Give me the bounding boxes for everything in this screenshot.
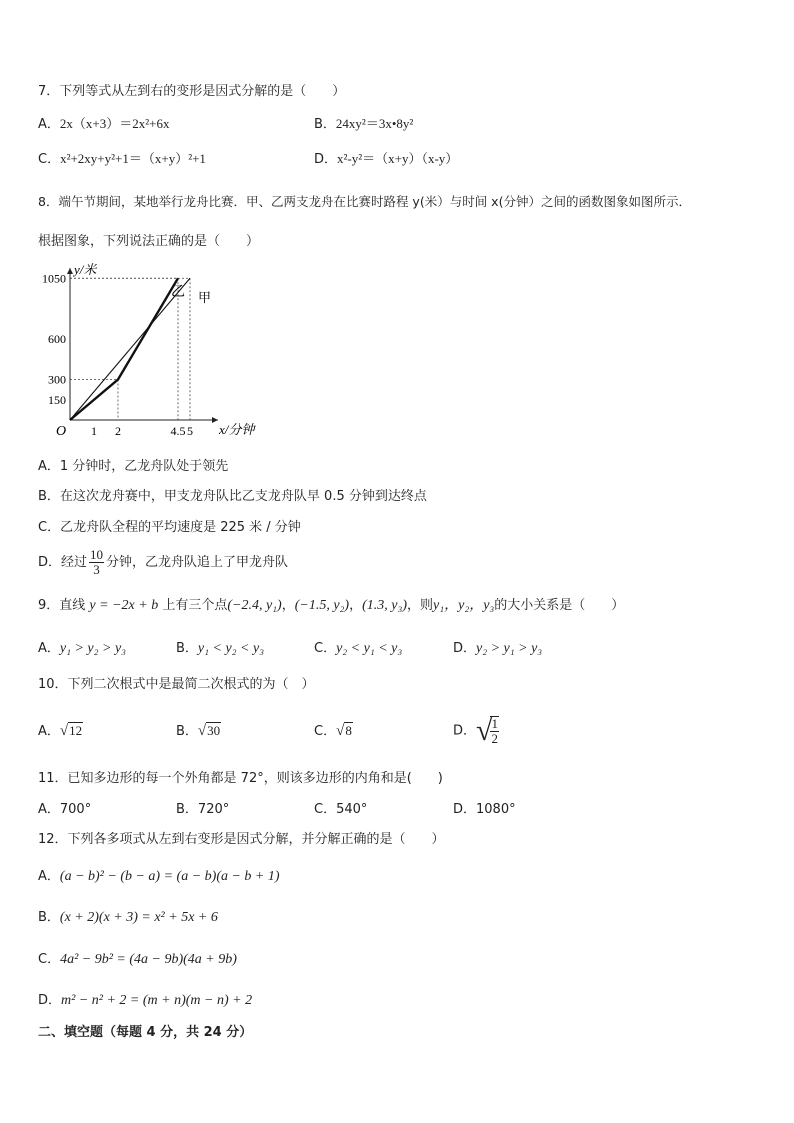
- sqrt-icon: √: [336, 723, 345, 739]
- q8-option-d-post: 分钟，乙龙舟队追上了甲龙舟队: [106, 555, 289, 570]
- fraction-numerator: 1: [491, 716, 498, 731]
- q10-option-a-label: A．: [38, 724, 60, 739]
- q11-option-a[interactable]: A．700°: [38, 802, 92, 817]
- q9-option-a[interactable]: [38, 640, 126, 658]
- q7-option-a-label: A．: [38, 117, 60, 132]
- q8-option-d-fraction: [89, 548, 104, 577]
- q12-option-a-expr: (a − b)² − (b − a) = (a − b)(a − b + 1): [59, 869, 280, 884]
- q9-option-c-expr: y₂ < y₁ < y₃: [336, 641, 403, 656]
- q9-option-b-label: B．: [176, 641, 198, 656]
- q9-pre: 9．直线: [38, 598, 86, 613]
- q9-option-a-label: A．: [38, 641, 60, 656]
- q7-option-c-expr: x²+2xy+y²+1＝（x+y）²+1: [60, 151, 206, 166]
- q10-option-c-label: C．: [314, 724, 337, 739]
- q8-option-b[interactable]: B．在这次龙舟赛中，甲支龙舟队比乙支龙舟队早 0.5 分钟到达终点: [38, 489, 427, 504]
- x-tick-label: 4.5: [170, 424, 186, 438]
- q10-option-c[interactable]: [314, 722, 353, 741]
- q12-stem: 12．下列各多项式从左到右变形是因式分解，并分解正确的是（ ）: [38, 832, 445, 847]
- x-tick-label: 5: [187, 424, 193, 438]
- q12-option-a[interactable]: [38, 868, 280, 886]
- x-axis-label: x/分钟: [219, 422, 255, 437]
- q7-option-a[interactable]: [38, 115, 169, 134]
- y-tick-label: 600: [48, 332, 66, 346]
- q10-option-a-radicand: 12: [69, 723, 83, 738]
- q7-option-c-label: C．: [38, 152, 61, 167]
- q8-graph: [30, 258, 270, 443]
- q9-post-b: 的大小关系是（ ）: [494, 598, 625, 613]
- q10-stem: 10．下列二次根式中是最简二次根式的为（ ）: [38, 677, 315, 692]
- q9-point-3: (1.3, y₃): [362, 598, 408, 613]
- q9-option-d-expr: y₂ > y₁ > y₃: [476, 641, 543, 656]
- q8-option-d[interactable]: [38, 548, 288, 577]
- q7-option-d-label: D．: [314, 152, 338, 167]
- q8-stem-line1: 8．端午节期间，某地举行龙舟比赛．甲、乙两支龙舟在比赛时路程 y(米）与时间 x(分钟）之间的函数图象如图所示．: [38, 194, 691, 209]
- y-tick-label: 300: [48, 372, 66, 387]
- q9-post-a: ，则: [407, 598, 434, 613]
- y-axis-label: y/米: [74, 262, 97, 277]
- series-label-jia: 甲: [198, 290, 212, 305]
- q9-option-d-label: D．: [453, 641, 477, 656]
- sqrt-icon: √: [476, 714, 493, 747]
- fraction-denominator: 3: [93, 562, 100, 577]
- q10-option-d[interactable]: [453, 712, 501, 751]
- q9-option-d[interactable]: [453, 640, 542, 658]
- q10-option-b-label: B．: [176, 724, 198, 739]
- q11-option-c[interactable]: C．540°: [314, 802, 368, 817]
- q9-option-a-expr: y₁ > y₂ > y₃: [59, 641, 127, 656]
- q7-option-b-label: B．: [314, 117, 336, 132]
- origin-label: O: [56, 424, 67, 439]
- q10-option-b-radicand: 30: [207, 723, 221, 738]
- q7-stem: 7．下列等式从左到右的变形是因式分解的是（ ）: [38, 84, 346, 99]
- q9-option-b[interactable]: [176, 640, 264, 658]
- q12-option-a-label: A．: [38, 869, 60, 884]
- sqrt-icon: √: [59, 723, 69, 739]
- fraction-numerator: 10: [90, 547, 104, 562]
- q7-option-d[interactable]: [314, 150, 458, 169]
- q10-option-d-fraction: [490, 716, 499, 746]
- q9-option-c[interactable]: [314, 640, 402, 658]
- q12-option-b[interactable]: [38, 909, 218, 927]
- q7-option-b-expr: 24xy²＝3x•8y²: [335, 116, 414, 131]
- q12-option-d-expr: m² − n² + 2 = (m + n)(m − n) + 2: [61, 993, 253, 1008]
- q7-option-c[interactable]: [38, 150, 206, 169]
- q8-option-a[interactable]: A．1 分钟时，乙龙舟队处于领先: [38, 459, 229, 474]
- q9-line-equation: y = −2x + b: [89, 598, 159, 613]
- q8-option-c[interactable]: C．乙龙舟队全程的平均速度是 225 米 / 分钟: [38, 520, 301, 535]
- q12-option-d-label: D．: [38, 993, 62, 1008]
- q8-stem-line2: 根据图象，下列说法正确的是（ ）: [38, 234, 260, 249]
- q11-option-b[interactable]: B．720°: [176, 802, 230, 817]
- q10-option-d-label: D．: [453, 723, 477, 739]
- q7-option-d-expr: x²-y²＝（x+y）（x-y）: [337, 151, 459, 166]
- q7-option-b[interactable]: [314, 115, 413, 134]
- q10-option-b[interactable]: [176, 722, 221, 741]
- q9-vars: y₁，y₂，y₃: [433, 598, 495, 613]
- sqrt-icon: √: [197, 723, 207, 739]
- q10-option-c-radicand: 8: [345, 723, 352, 738]
- q9-point-2: (−1.5, y₂): [294, 598, 350, 613]
- q12-option-c-label: C．: [38, 952, 61, 967]
- x-tick-label: 1: [91, 424, 97, 438]
- q9-mid: 上有三个点: [162, 598, 228, 613]
- q12-option-c-expr: 4a² − 9b² = (4a − 9b)(4a + 9b): [60, 952, 237, 967]
- q9-option-c-label: C．: [314, 641, 337, 656]
- series-label-yi: 乙: [171, 285, 185, 300]
- q12-option-d[interactable]: [38, 992, 252, 1010]
- series-line-yi: [70, 278, 178, 420]
- y-tick-label: 1050: [42, 271, 66, 286]
- q12-option-b-expr: (x + 2)(x + 3) = x² + 5x + 6: [59, 910, 218, 925]
- fraction-denominator: 2: [491, 731, 498, 746]
- q9-stem: 9．直线 y = −2x + b 上有三个点(−2.4, y₁)，(−1.5, y₂)，(1.3, y₃)，则y₁，y₂，y₃的大小关系是（ ）: [38, 598, 625, 613]
- y-tick-label: 150: [48, 392, 66, 407]
- x-tick-label: 2: [115, 424, 121, 438]
- section-2-title: 二、填空题（每题 4 分，共 24 分）: [38, 1025, 253, 1040]
- q12-option-b-label: B．: [38, 910, 60, 925]
- q9-point-1: (−2.4, y₁): [227, 598, 282, 613]
- q7-option-a-expr: 2x（x+3）＝2x²+6x: [59, 116, 170, 131]
- q11-stem: 11．已知多边形的每一个外角都是 72°，则该多边形的内角和是( ): [38, 771, 443, 786]
- q10-option-a[interactable]: [38, 722, 83, 741]
- q12-option-c[interactable]: [38, 951, 237, 969]
- q8-option-d-pre: D．经过: [38, 555, 88, 570]
- q9-option-b-expr: y₁ < y₂ < y₃: [197, 641, 265, 656]
- q11-option-d[interactable]: D．1080°: [453, 802, 516, 817]
